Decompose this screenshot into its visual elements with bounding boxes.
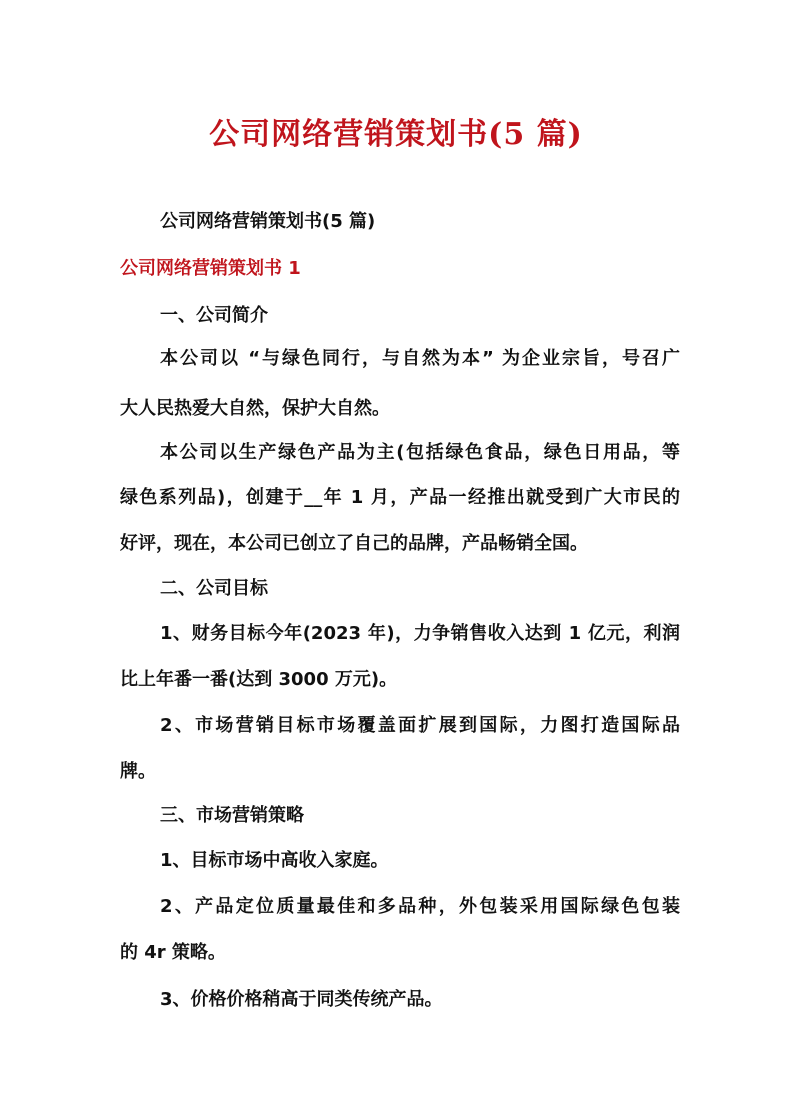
part3-heading: 三、市场营销策略 — [160, 805, 304, 826]
part2-item2-line1: 2、市场营销目标市场覆盖面扩展到国际，力图打造国际品 — [160, 715, 680, 736]
part2-item2-line2: 牌。 — [120, 761, 156, 782]
document-title: 公司网络营销策划书(5 篇) — [209, 117, 583, 152]
part2-heading: 二、公司目标 — [160, 578, 268, 599]
part1-heading: 一、公司简介 — [160, 305, 268, 326]
part3-item2-line2: 的 4r 策略。 — [120, 942, 226, 963]
part2-item1-line2: 比上年番一番(达到 3000 万元)。 — [120, 669, 398, 690]
document-subtitle: 公司网络营销策划书(5 篇) — [160, 211, 376, 232]
part3-item2-line1: 2、产品定位质量最佳和多品种，外包装采用国际绿色包装 — [160, 896, 680, 917]
part1-paragraph1-line2: 大人民热爱大自然，保护大自然。 — [120, 398, 390, 419]
section-heading: 公司网络营销策划书 1 — [120, 258, 301, 279]
part1-paragraph2-line1: 本公司以生产绿色产品为主(包括绿色食品，绿色日用品，等 — [160, 442, 680, 463]
part2-item1-line1: 1、财务目标今年(2023 年)，力争销售收入达到 1 亿元，利润 — [160, 623, 680, 644]
part3-item1: 1、目标市场中高收入家庭。 — [160, 850, 389, 871]
part3-item3: 3、价格价格稍高于同类传统产品。 — [160, 989, 443, 1010]
part1-paragraph2-line3: 好评，现在，本公司已创立了自己的品牌，产品畅销全国。 — [120, 533, 588, 554]
part1-paragraph2-line2: 绿色系列品)，创建于__年 1 月，产品一经推出就受到广大市民的 — [120, 487, 680, 508]
part1-paragraph1-line1: 本公司以 “与绿色同行，与自然为本” 为企业宗旨，号召广 — [160, 348, 680, 369]
